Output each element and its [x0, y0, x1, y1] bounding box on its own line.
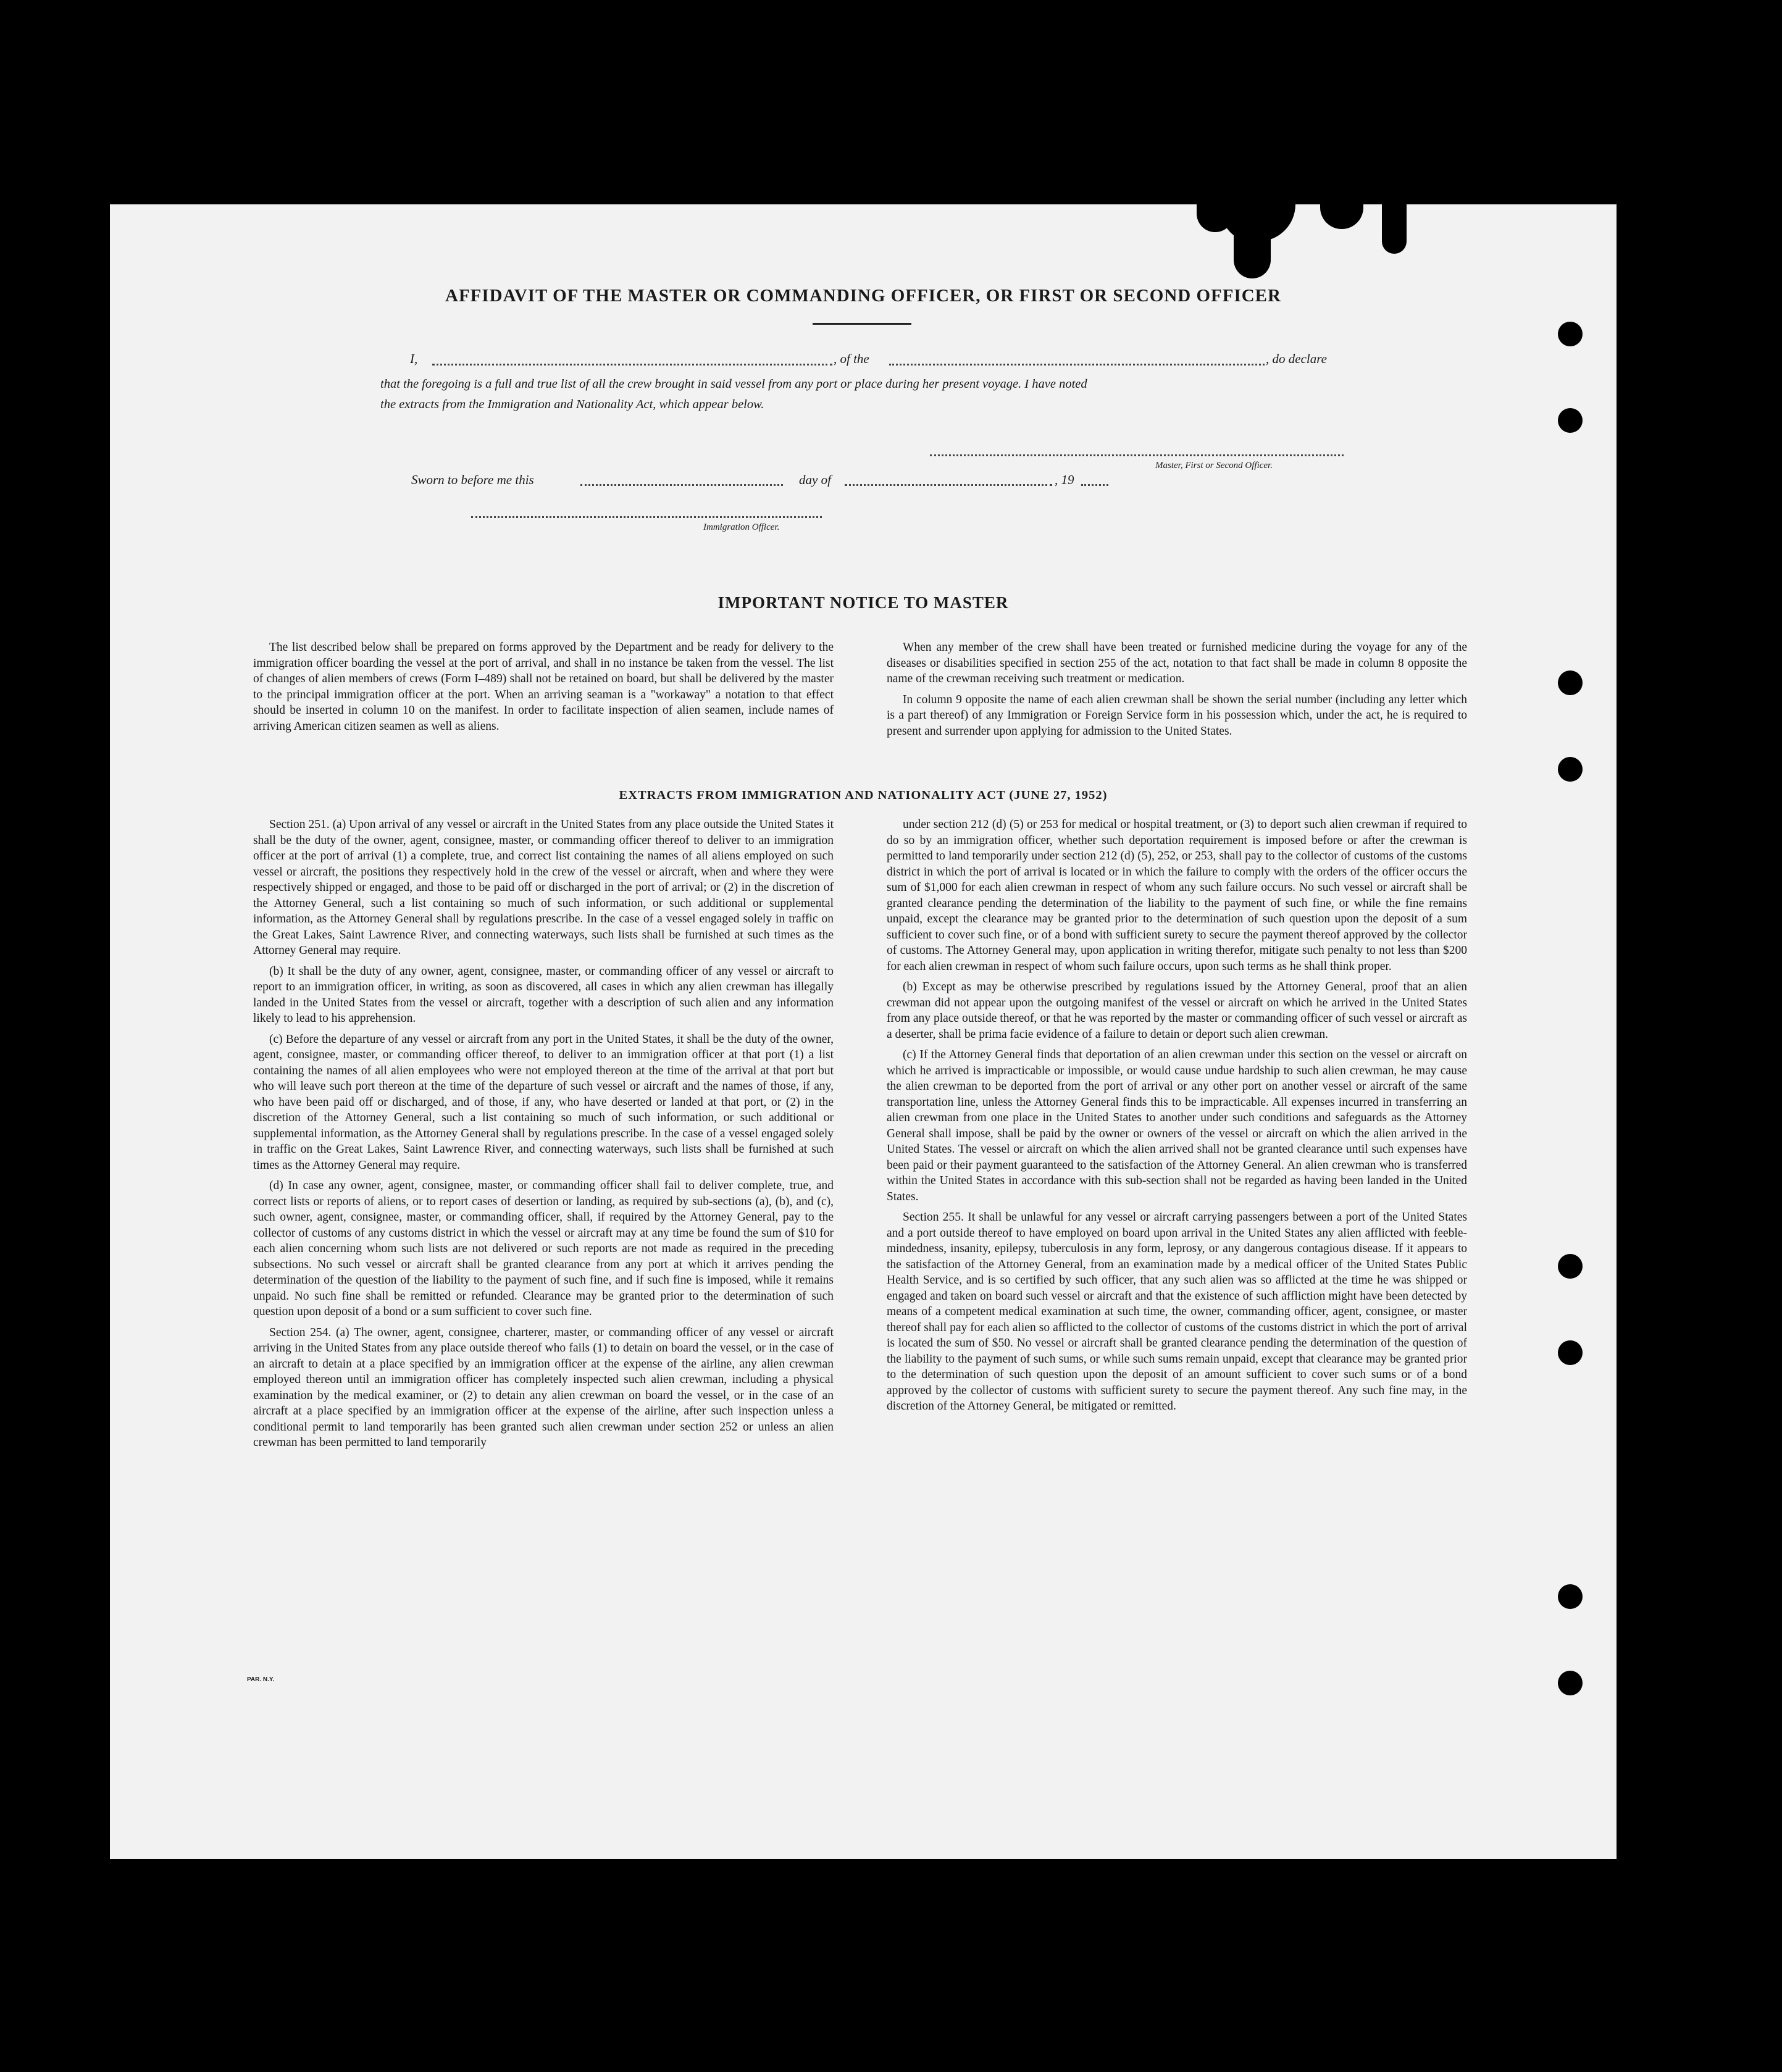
document-page [110, 204, 1617, 1859]
ink-stain [1234, 223, 1271, 278]
binder-hole [1558, 1671, 1583, 1695]
binder-hole [1558, 757, 1583, 782]
notice-right [887, 640, 1467, 744]
ink-stain [1382, 204, 1407, 254]
sworn-label: Sworn to before me this [411, 472, 534, 487]
statute-paragraph: under section 212 (d) (5) or 253 for medical or hospital treatment, or (3) to deport such alien crewman if required to do so by an immigration officer, whether such deportation requirement is imposed before or after the crewman is permitted to land temporarily under section 212 (d) (5), 252, or 253, shall pay to the collector of customs of the customs district in which the port of arrival is located or in which the failure to comply with the orders of the officer occurs the sum of $1,000 for each alien crewman in respect of whom any such failure occurs. No such vessel or aircraft shall be granted clearance pending the determination of the liability to the payment of such fine, or while the fine remains unpaid, except the clearance may be granted prior to the determination of such question upon the deposit of a sum sufficient to cover such fine, or of a bond with sufficient surety to secure the payment thereof approved by the collector of customs. The Attorney General may, upon application in writing therefor, mitigate such penalty to not less than $200 for each alien crewman in respect of whom such failure occurs, upon such terms as he shall think proper. [887, 818, 1467, 973]
extracts-left-column [253, 817, 834, 1456]
of-the-label: , of the [834, 351, 869, 366]
notice-paragraph: The list described below shall be prepared on forms approved by the Department and be ready for delivery to the immigration officer boarding the vessel at the port of arrival, and shall in no instance be taken from the vessel. The list of changes of alien members of crews (Form I–489) shall not be retained on board, but shall be delivered by the master to the principal immigration officer at the port. When an arriving seaman is a "workaway" a notation to that effect should be inserted in column 10 on the manifest. In order to facilitate inspection of alien seamen, include names of arriving American citizen seamen as well as aliens. [253, 641, 834, 733]
affidavit-title: AFFIDAVIT OF THE MASTER OR COMMANDING OFFICER, OR FIRST OR SECOND OFFICER [445, 286, 1281, 306]
notice-paragraph: In column 9 opposite the name of each alien crewman shall be shown the serial number (including any letter which is a part thereof) of any Immigration or Foreign Service form in his possession which, under the act, he is required to present and surrender upon applying for admission to the United States. [887, 693, 1467, 738]
statute-paragraph: (b) It shall be the duty of any owner, agent, consignee, master, or commanding officer of any vessel or aircraft to report to an immigration officer, in writing, as soon as discovered, all cases in which any alien crewman has illegally landed in the United States from the vessel or aircraft, together with a description of such alien and any information likely to lead to his apprehension. [253, 964, 834, 1025]
notice-paragraph: When any member of the crew shall have been treated or furnished medicine during the voyage for any of the diseases or disabilities specified in section 255 of the act, notation to that fact shall be made in column 8 opposite the name of the crewman receiving such treatment or medication. [887, 641, 1467, 685]
notice-left [253, 640, 834, 739]
binder-hole [1558, 670, 1583, 695]
binder-hole [1558, 1340, 1583, 1365]
day-of-label: day of [799, 472, 831, 487]
signature-field[interactable] [930, 454, 1344, 456]
title-underline [813, 323, 911, 325]
officer-caption: Immigration Officer. [703, 522, 780, 532]
statement-line-1: that the foregoing is a full and true list of all the crew brought in said vessel from any port or place during her present voyage. I have noted [380, 377, 1087, 391]
printer-mark: PAR. N.Y. [247, 1676, 275, 1683]
sworn-month-field[interactable] [845, 484, 1052, 486]
vessel-field[interactable] [889, 364, 1265, 366]
binder-hole [1558, 322, 1583, 346]
statute-paragraph: (c) If the Attorney General finds that deportation of an alien crewman under this section on the vessel or aircraft on which he arrived is impracticable or impossible, or would cause undue hardship to such alien crewman, he may cause the alien crewman to be deported from the port of arrival or any other port on another vessel or aircraft of the same transportation line, unless the Attorney General finds this to be impracticable. All expenses incurred in transferring an alien crewman from one place in the United States to another under such conditions and safeguards as the Attorney General shall impose, shall be paid by the owner or owners of the vessel or aircraft on which the alien arrived in the United States. The vessel or aircraft on which the alien arrived shall not be granted clearance until such expenses have been paid or their payment guaranteed to the satisfaction of the Attorney General. An alien crewman who is transferred within the United States in accordance with this sub-section shall not be regarded as having been landed in the United States. [887, 1048, 1467, 1203]
ink-stain [1320, 204, 1363, 229]
immigration-officer-field[interactable] [471, 516, 822, 518]
notice-title: IMPORTANT NOTICE TO MASTER [717, 593, 1009, 612]
binder-hole [1558, 408, 1583, 433]
extracts-right-column [887, 817, 1467, 1419]
i-label: I, [410, 351, 418, 366]
statute-paragraph: (c) Before the departure of any vessel or aircraft from any port in the United States, it shall be the duty of the owner, agent, consignee, master, or commanding officer thereof, to deliver to an immigration officer at that port (1) a list containing the names of all alien employees who were not employed thereon at the time of the arrival at that port but who will leave such port thereon at the time of the departure of such vessel or aircraft and the names of those, if any, who have been paid off or discharged, and of those, if any, who have deserted or landed at that port, or (2) in the discretion of the Attorney General, such a list containing so much of such information, or such additional or supplemental information, as the Attorney General shall by regulations prescribe. In the case of a vessel engaged solely in traffic on the Great Lakes, Saint Lawrence River, and connecting waterways, such lists shall be furnished at such times as the Attorney General may require. [253, 1032, 834, 1172]
statute-paragraph: Section 251. (a) Upon arrival of any vessel or aircraft in the United States from any place outside the United States it shall be the duty of the owner, agent, consignee, master, or commanding officer thereof to deliver to an immigration officer at the port of arrival (1) a complete, true, and correct list containing the names of all aliens employed on such vessel or aircraft, the positions they respectively hold in the crew of the vessel or aircraft, when and where they were respectively shipped or engaged, and those to be paid off or discharged in the port of arrival; or (2) in the discretion of the Attorney General, such a list containing so much of such information, or such additional or supplemental information, as the Attorney General shall by regulations prescribe. In the case of a vessel engaged solely in traffic on the Great Lakes, Saint Lawrence River, and connecting waterways, such lists shall be furnished at such times as the Attorney General may require. [253, 818, 834, 957]
statute-paragraph: Section 254. (a) The owner, agent, consignee, charterer, master, or commanding officer of any vessel or aircraft arriving in the United States from any place outside thereof who fails (1) to detain on board the vessel, or in the case of an aircraft to detain at a place specified by an immigration officer at the expense of the airline, any alien crewman employed thereon until an immigration officer has completely inspected such alien crewman, including a physical examination by the medical examiner, or (2) to detain any alien crewman on board the vessel, or in the case of an aircraft at a place specified by an immigration officer at the expense of the airline, after such inspection unless a conditional permit to land temporarily has been granted such alien crewman under section 252 or unless an alien crewman has been permitted to land temporarily [253, 1326, 834, 1449]
do-declare-label: , do declare [1266, 351, 1327, 366]
year-label: , 19 [1055, 472, 1074, 487]
sworn-day-field[interactable] [580, 484, 783, 486]
extracts-title: EXTRACTS FROM IMMIGRATION AND NATIONALITY ACT (JUNE 27, 1952) [619, 788, 1108, 802]
statute-paragraph: (b) Except as may be otherwise prescribed by regulations issued by the Attorney General, proof that an alien crewman did not appear upon the outgoing manifest of the vessel or aircraft on which he arrived in the United States from any place outside thereof, or that he was reported by the master or commanding officer of such vessel or aircraft as a deserter, shall be prima facie evidence of a failure to detain or deport such alien crewman. [887, 980, 1467, 1041]
statement-line-2: the extracts from the Immigration and Nationality Act, which appear below. [380, 398, 764, 411]
signature-caption: Master, First or Second Officer. [1155, 461, 1273, 470]
statute-paragraph: Section 255. It shall be unlawful for any vessel or aircraft carrying passengers between a port of the United States and a port outside thereof to have employed on board upon arrival in the United States any alien afflicted with feeble-mindedness, insanity, epilepsy, tuberculosis in any form, leprosy, or any dangerous contagious disease. If it appears to the satisfaction of the Attorney General, from an examination made by a medical officer of the United States Public Health Service, and is so certified by such officer, that any such alien was so afflicted at the time he was shipped or engaged and taken on board such vessel or aircraft and that the existence of such affliction might have been detected by means of a competent medical examination at such time, the owner, commanding officer, agent, consignee, or master thereof shall pay for each alien so afflicted to the collector of customs of the customs district in which the port of arrival is located the sum of $50. No vessel or aircraft shall be granted clearance pending the determination of the question of the liability to the payment of such sums, or while such sums remain unpaid, except that clearance may be granted prior to the determination of such question upon the deposit of an amount sufficient to cover such sums or of a bond approved by the collector of customs with sufficient surety to secure the payment thereof. Any such fine may, in the discretion of the Attorney General, be mitigated or remitted. [887, 1211, 1467, 1413]
sworn-year-field[interactable] [1081, 484, 1108, 486]
statute-paragraph: (d) In case any owner, agent, consignee, master, or commanding officer shall fail to deliver complete, true, and correct lists or reports of aliens, or to report cases of desertion or landing, as required by sub-sections (a), (b), and (c), such owner, agent, consignee, master, or commanding officer, shall, if required by the Attorney General, pay to the collector of customs of any customs district in which the vessel or aircraft may at any time be found the sum of $10 for each alien concerning whom such lists are not delivered or such reports are not made as required in the preceding subsections. No such vessel or aircraft shall be granted clearance from any port at which it arrives pending the determination of the question of the liability to the payment of such fine, and if such fine is imposed, while it remains unpaid. No such fine shall be remitted or refunded. Clearance may be granted prior to the determination of such question upon deposit of a bond or a sum sufficient to cover such fine. [253, 1179, 834, 1318]
binder-hole [1558, 1584, 1583, 1609]
binder-hole [1558, 1254, 1583, 1279]
name-field[interactable] [432, 364, 832, 366]
